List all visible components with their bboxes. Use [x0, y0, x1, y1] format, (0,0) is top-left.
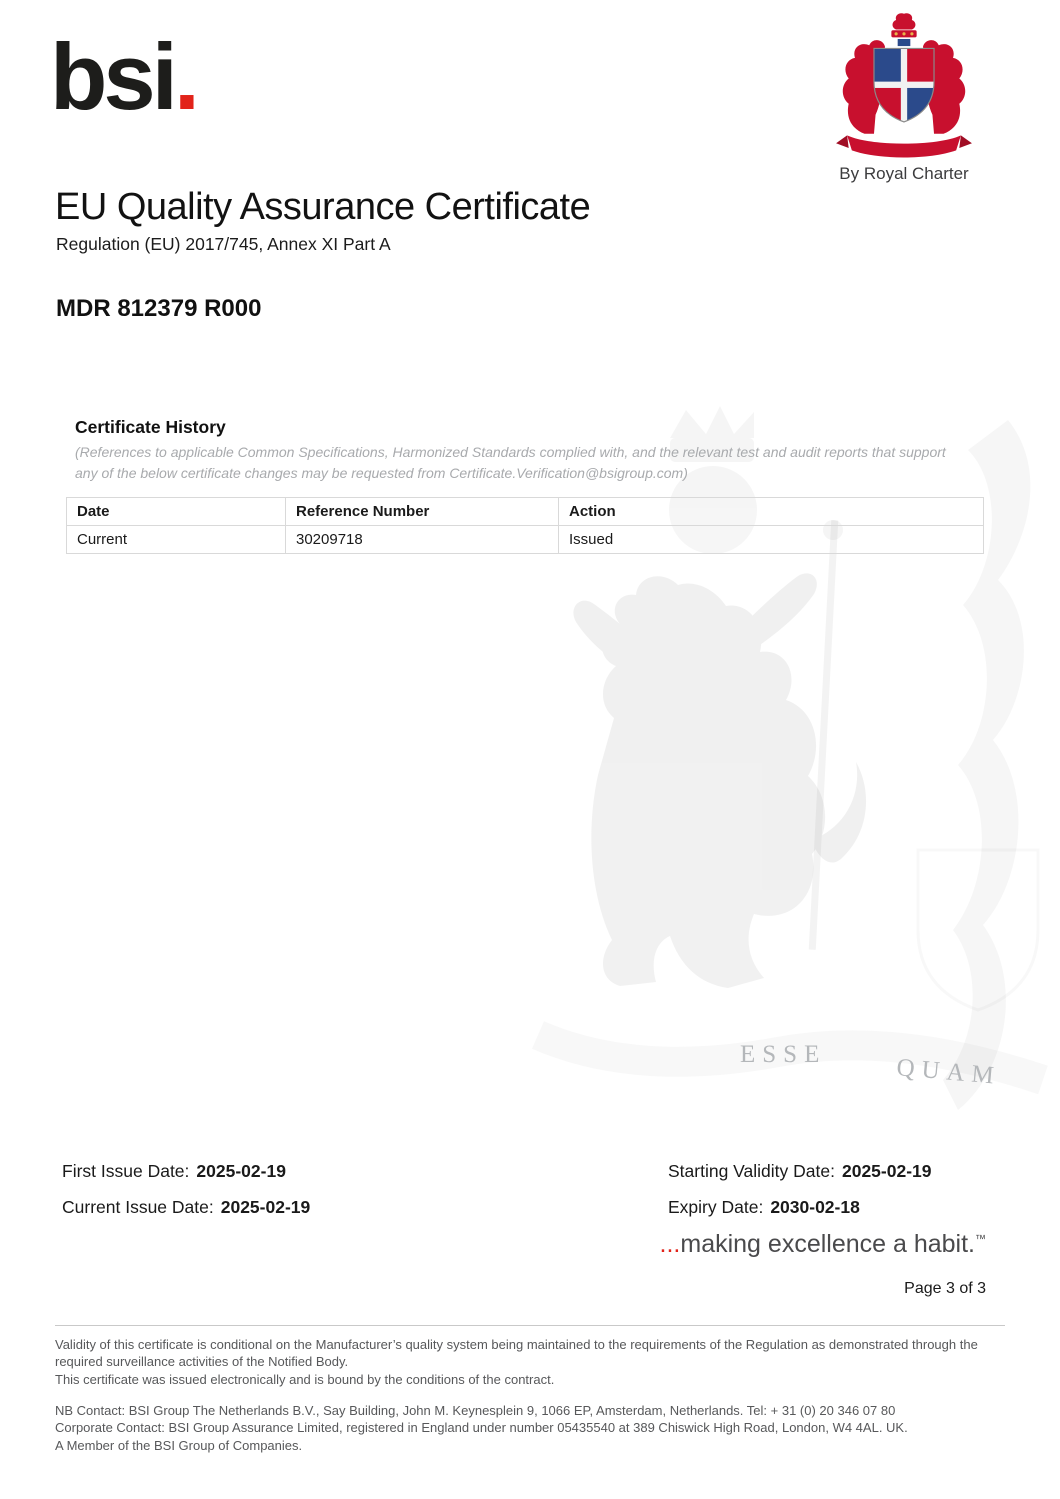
footer-divider [55, 1325, 1005, 1326]
page-number: Page 3 of 3 [904, 1280, 986, 1297]
expiry-date [668, 1197, 860, 1218]
starting-validity-date [668, 1161, 932, 1182]
footer-validity-block [55, 1336, 1007, 1388]
current-issue-date [62, 1197, 310, 1218]
regulation-subtitle: Regulation (EU) 2017/745, Annex XI Part A [56, 234, 391, 254]
footer-validity-text: Validity of this certificate is conditional on the Manufacturer’s quality system being maintained to the requirements of the Regulation as demonstrated through the required surveillance activities of the Notified Body. [55, 1337, 978, 1370]
tagline-dots: ... [659, 1230, 681, 1258]
first-issue-date-value: 2025-02-19 [196, 1161, 286, 1181]
cell-action: Issued [559, 526, 984, 554]
bsi-logo-text: bsi [50, 24, 174, 129]
shield-icon [874, 48, 934, 124]
column-header-action: Action [559, 498, 984, 526]
crest-crown-icon [891, 13, 916, 46]
footer-nb-contact: NB Contact: BSI Group The Netherlands B.V., Say Building, John M. Keynesplein 9, 1066 EP, Amsterdam, Netherlands. Tel: + 31 (0) 20 346 07 80 [55, 1403, 896, 1418]
royal-charter-text: By Royal Charter [839, 164, 969, 183]
certificate-history-section [75, 417, 970, 484]
first-issue-date-label: First Issue Date: [62, 1161, 190, 1181]
expiry-date-value: 2030-02-18 [770, 1197, 860, 1217]
bsi-tagline [660, 1230, 986, 1259]
bsi-logo-dot: . [173, 24, 200, 129]
trademark-symbol: ™ [975, 1233, 986, 1246]
footer-contact-block [55, 1402, 1007, 1454]
first-issue-date [62, 1161, 286, 1182]
certificate-number: MDR 812379 R000 [56, 295, 262, 322]
footer-member-text: A Member of the BSI Group of Companies. [55, 1437, 303, 1453]
watermark-motto-esse: ESSE [740, 1041, 827, 1068]
cell-date: Current [67, 526, 286, 554]
tagline-text: making excellence a habit. [680, 1230, 975, 1258]
starting-validity-date-label: Starting Validity Date: [668, 1161, 835, 1181]
certificate-history-table [66, 497, 984, 554]
column-header-date: Date [67, 498, 286, 526]
starting-validity-date-value: 2025-02-19 [841, 1161, 932, 1181]
bsi-logo [50, 24, 200, 129]
certificate-history-heading: Certificate History [75, 417, 226, 437]
royal-charter-block [816, 8, 992, 184]
royal-charter-crest-icon [825, 8, 983, 160]
cell-reference-number: 30209718 [286, 526, 559, 554]
footer-electronic-text: This certificate was issued electronically and is bound by the conditions of the contract. [55, 1371, 555, 1387]
watermark-motto-quam: QUAM [895, 1054, 1002, 1091]
footer-corporate-contact: Corporate Contact: BSI Group Assurance Limited, registered in England under number 05435540 at 389 Chiswick High Road, London, W4 4AL. UK. [55, 1420, 908, 1436]
current-issue-date-label: Current Issue Date: [62, 1197, 214, 1217]
table-header-row [67, 498, 984, 526]
banner-ribbon-icon [836, 135, 972, 157]
expiry-date-label: Expiry Date: [668, 1197, 764, 1217]
certificate-history-note: (References to applicable Common Specifications, Harmonized Standards complied with, and the relevant test and audit reports that support any of the below certificate changes may be requested from Certificate.Verification@bsigroup.com) [75, 444, 946, 481]
column-header-reference-number: Reference Number [286, 498, 559, 526]
current-issue-date-value: 2025-02-19 [220, 1197, 311, 1217]
table-row [67, 526, 984, 554]
page-title: EU Quality Assurance Certificate [55, 186, 591, 228]
